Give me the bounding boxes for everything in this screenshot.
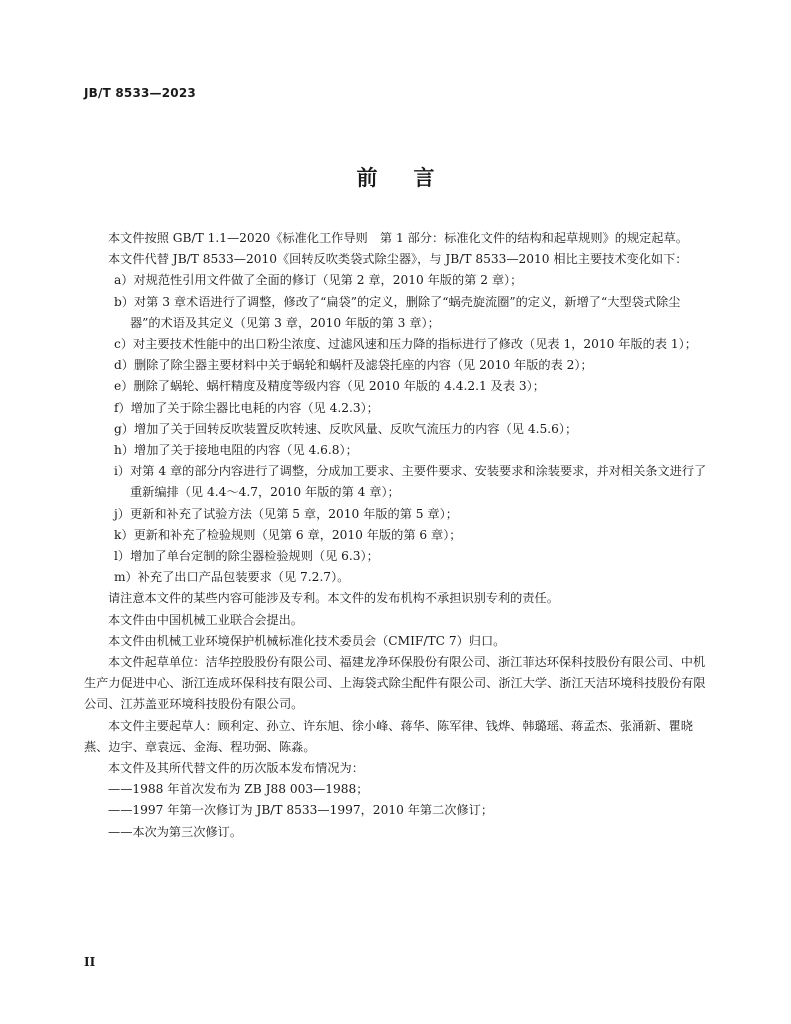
change-item: g）增加了关于回转反吹装置反吹转速、反吹风量、反吹气流压力的内容（见 4.5.6）； — [114, 421, 578, 436]
page-title — [0, 162, 791, 192]
change-item: a）对规范性引用文件做了全面的修订（见第 2 章，2010 年版的第 2 章）； — [114, 273, 523, 288]
change-item: b）对第 3 章术语进行了调整，修改了“扁袋”的定义，删除了“蜗壳旋流圈”的定义，新增了“大型袋式除尘器”的术语及其定义（见第 3 章，2010 年版的第 3 章）； — [114, 294, 681, 330]
title-char-2: 言 — [413, 166, 435, 190]
history-intro: 本文件及其所代替文件的历次版本发布情况为： — [108, 761, 364, 776]
history-item: ——1988 年首次发布为 ZB J88 003—1988； — [108, 782, 369, 797]
change-item: e）删除了蜗轮、蜗杆精度及精度等级内容（见 2010 年版的 4.4.2.1 及表 3）； — [114, 379, 545, 394]
change-item: l）增加了单台定制的除尘器检验规则（见 6.3）； — [114, 549, 379, 564]
history-item: ——1997 年第一次修订为 JB/T 8533—1997，2010 年第二次修订； — [108, 803, 494, 818]
change-item: m）补充了出口产品包装要求（见 7.2.7）。 — [114, 570, 350, 585]
main-drafters: 本文件主要起草人：顾利定、孙立、许东旭、徐小峰、蒋华、陈军律、钱烨、韩璐瑶、蒋孟杰、张涌新、瞿晓燕、边宇、章袁远、金海、程功弼、陈淼。 — [84, 718, 693, 754]
standard-code: JB/T 8533—2023 — [84, 86, 196, 100]
drafting-units: 本文件起草单位：洁华控股股份有限公司、福建龙净环保股份有限公司、浙江菲达环保科技股份有限公司、中机生产力促进中心、浙江连成环保科技有限公司、上海袋式除尘配件有限公司、浙江大学、浙江天洁环境科技股份有限公司、江苏盖亚环境科技股份有限公司。 — [84, 655, 706, 712]
note-paragraph: 请注意本文件的某些内容可能涉及专利。本文件的发布机构不承担识别专利的责任。 — [108, 591, 559, 606]
intro-paragraph: 本文件代替 JB/T 8533—2010《回转反吹类袋式除尘器》，与 JB/T 8533—2010 相比主要技术变化如下： — [108, 252, 688, 267]
note-paragraph: 本文件由中国机械工业联合会提出。 — [108, 612, 303, 627]
foreword-body — [84, 228, 710, 843]
change-item: k）更新和补充了检验规则（见第 6 章，2010 年版的第 6 章）； — [114, 527, 462, 542]
intro-paragraph: 本文件按照 GB/T 1.1—2020《标准化工作导则 第 1 部分：标准化文件的结构和起草规则》的规定起草。 — [108, 231, 688, 245]
change-item: i）对第 4 章的部分内容进行了调整，分成加工要求、主要件要求、安装要求和涂装要求，并对相关条文进行了重新编排（见 4.4～4.7，2010 年版的第 4 章）； — [114, 464, 707, 500]
page-number: II — [84, 955, 96, 969]
change-item: d）删除了除尘器主要材料中关于蜗轮和蜗杆及滤袋托座的内容（见 2010 年版的表 2）； — [114, 358, 593, 373]
note-paragraph: 本文件由机械工业环境保护机械标准化技术委员会（CMIF/TC 7）归口。 — [108, 633, 506, 648]
history-item: ——本次为第三次修订。 — [108, 824, 243, 839]
change-item: f）增加了关于除尘器比电耗的内容（见 4.2.3）； — [114, 400, 379, 415]
change-item: h）增加了关于接地电阻的内容（见 4.6.8）； — [114, 443, 358, 458]
title-char-1: 前 — [356, 166, 378, 190]
change-item: j）更新和补充了试验方法（见第 5 章，2010 年版的第 5 章）； — [114, 506, 458, 521]
change-item: c）对主要技术性能中的出口粉尘浓度、过滤风速和压力降的指标进行了修改（见表 1，2010 年版的表 1）； — [114, 337, 697, 352]
